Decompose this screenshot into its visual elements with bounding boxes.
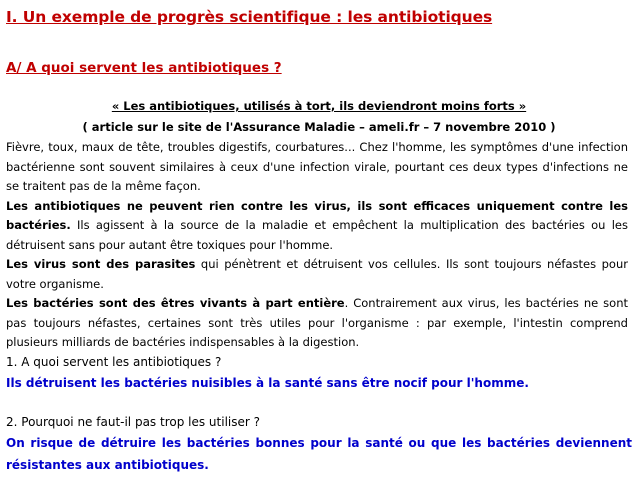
article-quote: « Les antibiotiques, utilisés à tort, ils deviendront moins forts » [111, 99, 527, 113]
article-body [6, 138, 628, 353]
paragraph-antibiotics [6, 197, 628, 256]
answer-2: On risque de détruire les bactéries bonnes pour la santé ou que les bactéries deviennent résistantes aux antibiotiques. [6, 436, 632, 472]
answer-1: Ils détruisent les bactéries nuisibles à la santé sans être nocif pour l'homme. [6, 376, 529, 390]
section-subtitle: A/ A quoi servent les antibiotiques ? [6, 60, 282, 76]
article-source: ( article sur le site de l'Assurance Maladie – ameli.fr – 7 novembre 2010 ) [82, 120, 556, 134]
paragraph-viruses [6, 255, 628, 294]
paragraph-text: Fièvre, toux, maux de tête, troubles digestifs, courbatures... Chez l'homme, les symptômes d'une infection bactérienne sont souvent similaires à ceux d'une infection virale, pourtant ces deux types d'infections ne se traitent pas de la même façon. [6, 140, 628, 193]
question-2: 2. Pourquoi ne faut-il pas trop les utiliser ? [6, 415, 260, 429]
page-title: I. Un exemple de progrès scientifique : les antibiotiques [6, 8, 493, 26]
paragraph-bold-text: Les antibiotiques ne peuvent rien contre les virus, ils sont efficaces uniquement contre les bactéries. [6, 198, 628, 232]
paragraph-bold-text: Les bactéries sont des êtres vivants à part entière [6, 296, 345, 310]
paragraph-bold-text: Les virus sont des parasites [6, 257, 196, 271]
paragraph-text: Ils agissent à la source de la maladie et empêchent la multiplication des bactéries ou les détruisent sans pour autant être toxiques pour l'homme. [6, 218, 628, 252]
paragraph-symptoms [6, 138, 628, 197]
paragraph-text: qui pénètrent et détruisent vos cellules. Ils sont toujours néfastes pour votre organisme. [6, 257, 628, 291]
paragraph-text: . Contrairement aux virus, les bactéries ne sont pas toujours néfastes, certaines sont très utiles pour l'organisme : par exemple, l'intestin comprend plusieurs milliards de bactéries indispensables à la digestion. [6, 296, 629, 349]
question-1: 1. A quoi servent les antibiotiques ? [6, 355, 222, 369]
paragraph-bacteria [6, 294, 628, 353]
